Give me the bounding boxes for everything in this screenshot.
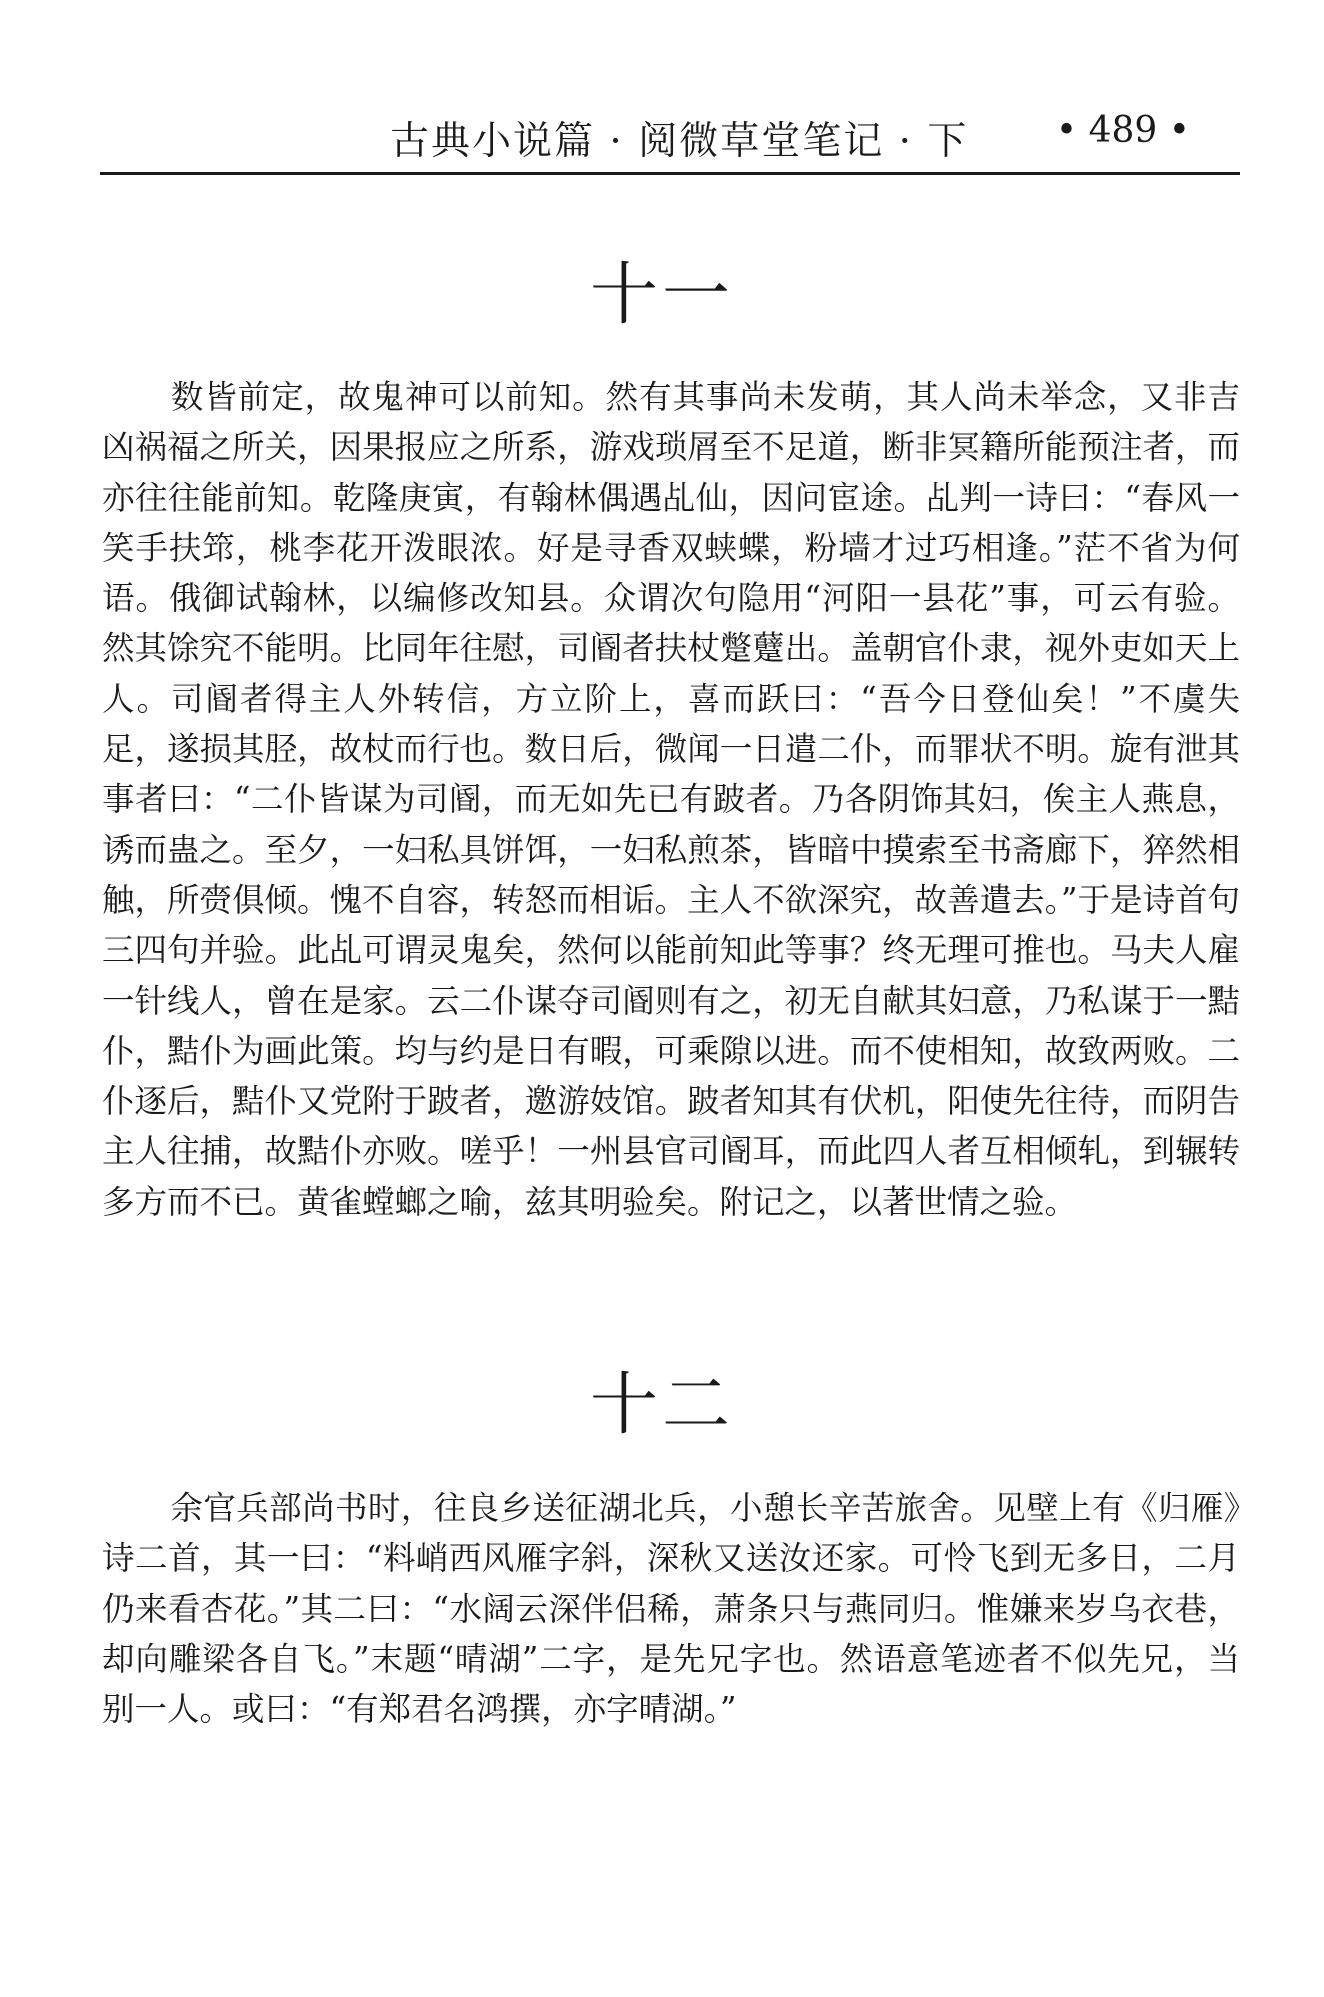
page-number: • 489 • bbox=[1055, 110, 1190, 151]
section-11-paragraph bbox=[102, 372, 1240, 1227]
section-heading-12: 十二 bbox=[589, 1366, 734, 1445]
running-header bbox=[100, 108, 1240, 175]
section-12-paragraph bbox=[102, 1483, 1240, 1734]
running-title: 古典小说篇 · 阅微草堂笔记 · 下 bbox=[390, 119, 969, 164]
section-12-text: 余官兵部尚书时，往良乡送征湖北兵，小憩长辛苦旅舍。见壁上有《归雁》诗二首，其一曰：“料峭西风雁字斜，深秋又送汝还家。可怜飞到无多日，二月仍来看杏花。”其二曰：“水阔云深伴侣稀，萧条只与燕同归。惟嫌来岁乌衣巷，却向雕梁各自飞。”末题“晴湖”二字，是先兄字也。然语意笔迹者不似先兄，当别一人。或曰：“有郑君名鸿撰，亦字晴湖。” bbox=[102, 1489, 1240, 1729]
section-11-text: 数皆前定，故鬼神可以前知。然有其事尚未发萌，其人尚未举念，又非吉凶祸福之所关，因果报应之所系，游戏琐屑至不足道，断非冥籍所能预注者，而亦往往能前知。乾隆庚寅，有翰林偶遇乩仙，因问宦途。乩判一诗曰：“春风一笑手扶筇，桃李花开泼眼浓。好是寻香双蛱蝶，粉墙才过巧相逢。”茫不省为何语。俄御试翰林，以编修改知县。众谓次句隐用“河阳一县花”事，可云有验。然其馀究不能明。比同年往慰，司阍者扶杖蹩躠出。盖朝官仆隶，视外吏如天上人。司阍者得主人外转信，方立阶上，喜而跃曰：“吾今日登仙矣！”不虞失足，遂损其胫，故杖而行也。数日后，微闻一日遣二仆，而罪状不明。旋有泄其事者曰：“二仆皆谋为司阍，而无如先已有跛者。乃各阴饰其妇，俟主人燕息，诱而蛊之。至夕，一妇私具饼饵，一妇私煎茶，皆暗中摸索至书斋廊下，猝然相触，所赍俱倾。愧不自容，转怒而相诟。主人不欲深究，故善遣去。”于是诗首句三四句并验。此乩可谓灵鬼矣，然何以能前知此等事？终无理可推也。马夫人雇一针线人，曾在是家。云二仆谋夺司阍则有之，初无自献其妇意，乃私谋于一黠仆，黠仆为画此策。均与约是日有暇，可乘隙以进。而不使相知，故致两败。二仆逐后，黠仆又党附于跛者，邀游妓馆。跛者知其有伏机，阳使先往待，而阴告主人往捕，故黠仆亦败。嗟乎！一州县官司阍耳，而此四人者互相倾轧，到辗转多方而不已。黄雀螳螂之喻，兹其明验矣。附记之，以著世情之验。 bbox=[102, 378, 1240, 1221]
section-heading-11: 十一 bbox=[589, 256, 734, 335]
